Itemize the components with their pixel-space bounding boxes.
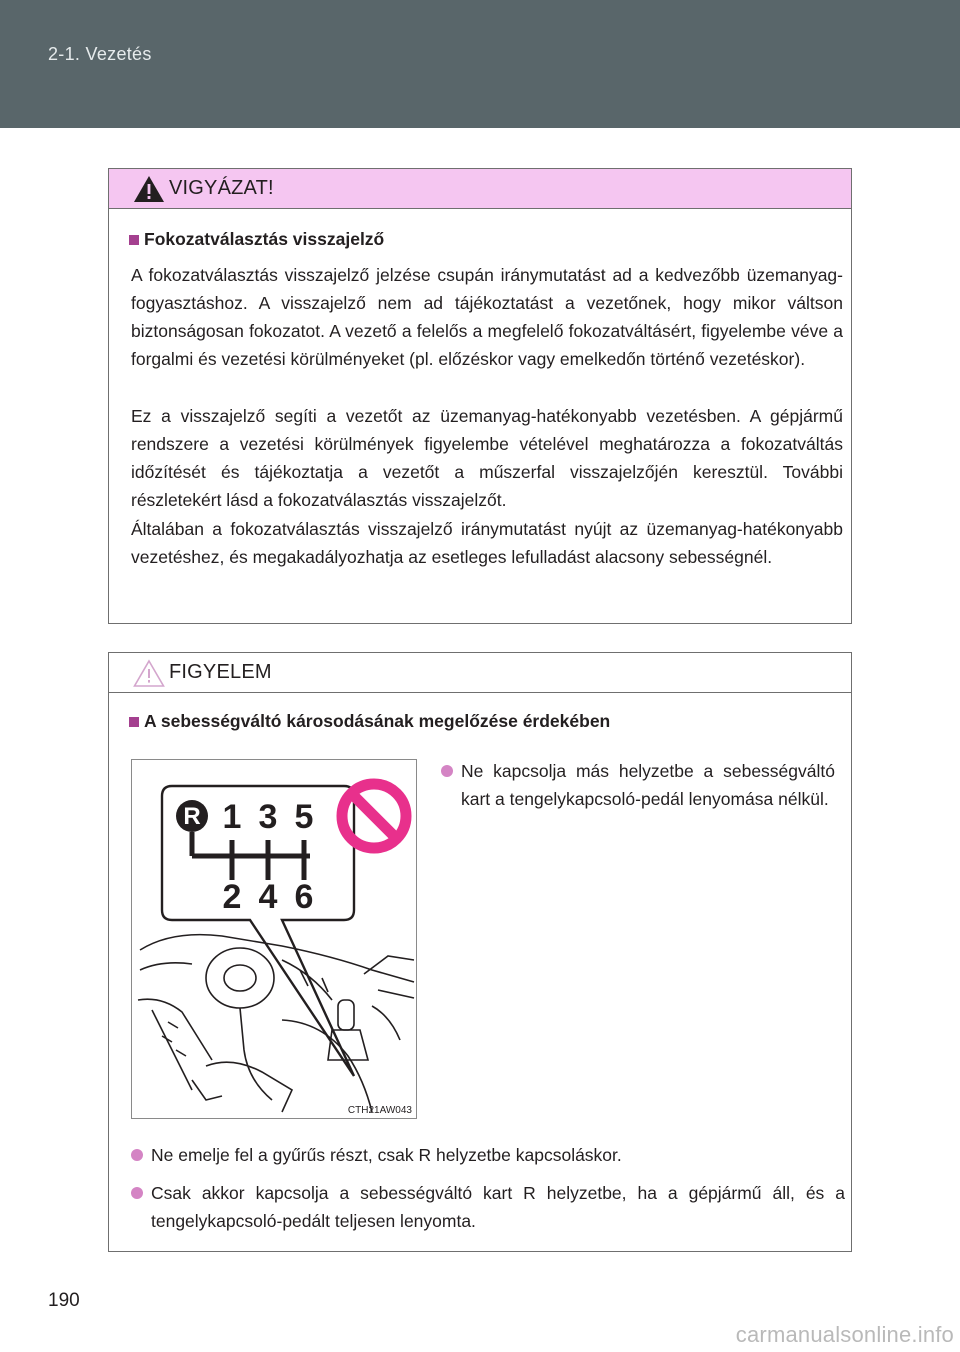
gear-label-3: 3 [258, 798, 278, 836]
gear-shift-illustration [131, 759, 417, 1119]
caution-paragraph-1: A fokozatválasztás visszajelző jelzése csupán iránymutatást ad a kedvezőbb üzemanyag-fogyasztáshoz. A visszajelző nem ad tájékoztatást a vezetőnek, hogy mikor váltson biztonságosan fokozatot. A vezető a felelős a megfelelő fokozatváltásért, figyelembe véve a forgalmi és vezetési körülményeket (pl. előzéskor vagy emelkedőn történő vezetéskor). [131, 265, 843, 369]
section-title: 2-1. Vezetés [48, 44, 152, 64]
gear-label-6: 6 [294, 878, 314, 916]
bullet-item: Ne kapcsolja más helyzetbe a sebességváltó kart a tengelykapcsoló-pedál lenyomása nélkül. [439, 757, 835, 813]
caution-subheading-text: Fokozatválasztás visszajelző [144, 229, 385, 249]
warning-triangle-icon [133, 175, 165, 203]
side-bullet-item [439, 757, 835, 813]
square-bullet-icon [129, 717, 139, 727]
caution-paragraph-2: Ez a visszajelző segíti a vezetőt az üzemanyag-hatékonyabb vezetésben. A gépjármű rendszere a vezetési körülmények figyelembe vételével meghatározza a fokozatváltás időzítését és tájékoztatja a vezetőt a műszerfal visszajelzőjén keresztül. További részletekért lásd a fokozatválasztás visszajelzőt. [131, 406, 843, 510]
notice-bullet-list [129, 1141, 845, 1235]
page-number: 190 [48, 1290, 80, 1311]
square-bullet-icon [129, 235, 139, 245]
caution-subheading [129, 229, 384, 250]
notice-box-header [109, 653, 851, 693]
caution-box-header [109, 169, 851, 209]
notice-box [108, 652, 852, 1252]
bullet-item: Csak akkor kapcsolja a sebességváltó kart R helyzetbe, ha a gépjármű áll, és a tengelykapcsoló-pedált teljesen lenyomta. [129, 1179, 845, 1235]
caution-paragraph-3: Általában a fokozatválasztás visszajelző iránymutatást nyújt az üzemanyag-hatékonyabb vezetéshez, és megakadályozhatja az esetleges lefulladást alacsony sebességnél. [131, 519, 843, 567]
notice-subheading-text: A sebességváltó károsodásának megelőzése érdekében [144, 711, 611, 731]
figure-code: CTH21AW043 [347, 1105, 412, 1116]
caution-box [108, 168, 852, 624]
bullet-item: Ne emelje fel a gyűrűs részt, csak R helyzetbe kapcsoláskor. [129, 1141, 845, 1169]
car-interior-drawing [138, 935, 414, 1112]
notice-subheading [129, 711, 610, 732]
warning-triangle-outline-icon [133, 659, 165, 687]
page-header-band [0, 0, 960, 128]
caution-title: VIGYÁZAT! [169, 177, 274, 199]
gear-label-1: 1 [222, 798, 242, 836]
round-bullet-icon [131, 1149, 143, 1161]
gear-label-r: R [183, 803, 201, 830]
shift-pattern-figure [132, 760, 416, 1118]
gear-label-5: 5 [294, 798, 314, 836]
round-bullet-icon [441, 765, 453, 777]
watermark-text: carmanualsonline.info [735, 1322, 954, 1347]
gear-label-2: 2 [222, 878, 242, 916]
notice-title: FIGYELEM [169, 661, 272, 683]
gear-label-4: 4 [258, 878, 278, 916]
round-bullet-icon [131, 1187, 143, 1199]
